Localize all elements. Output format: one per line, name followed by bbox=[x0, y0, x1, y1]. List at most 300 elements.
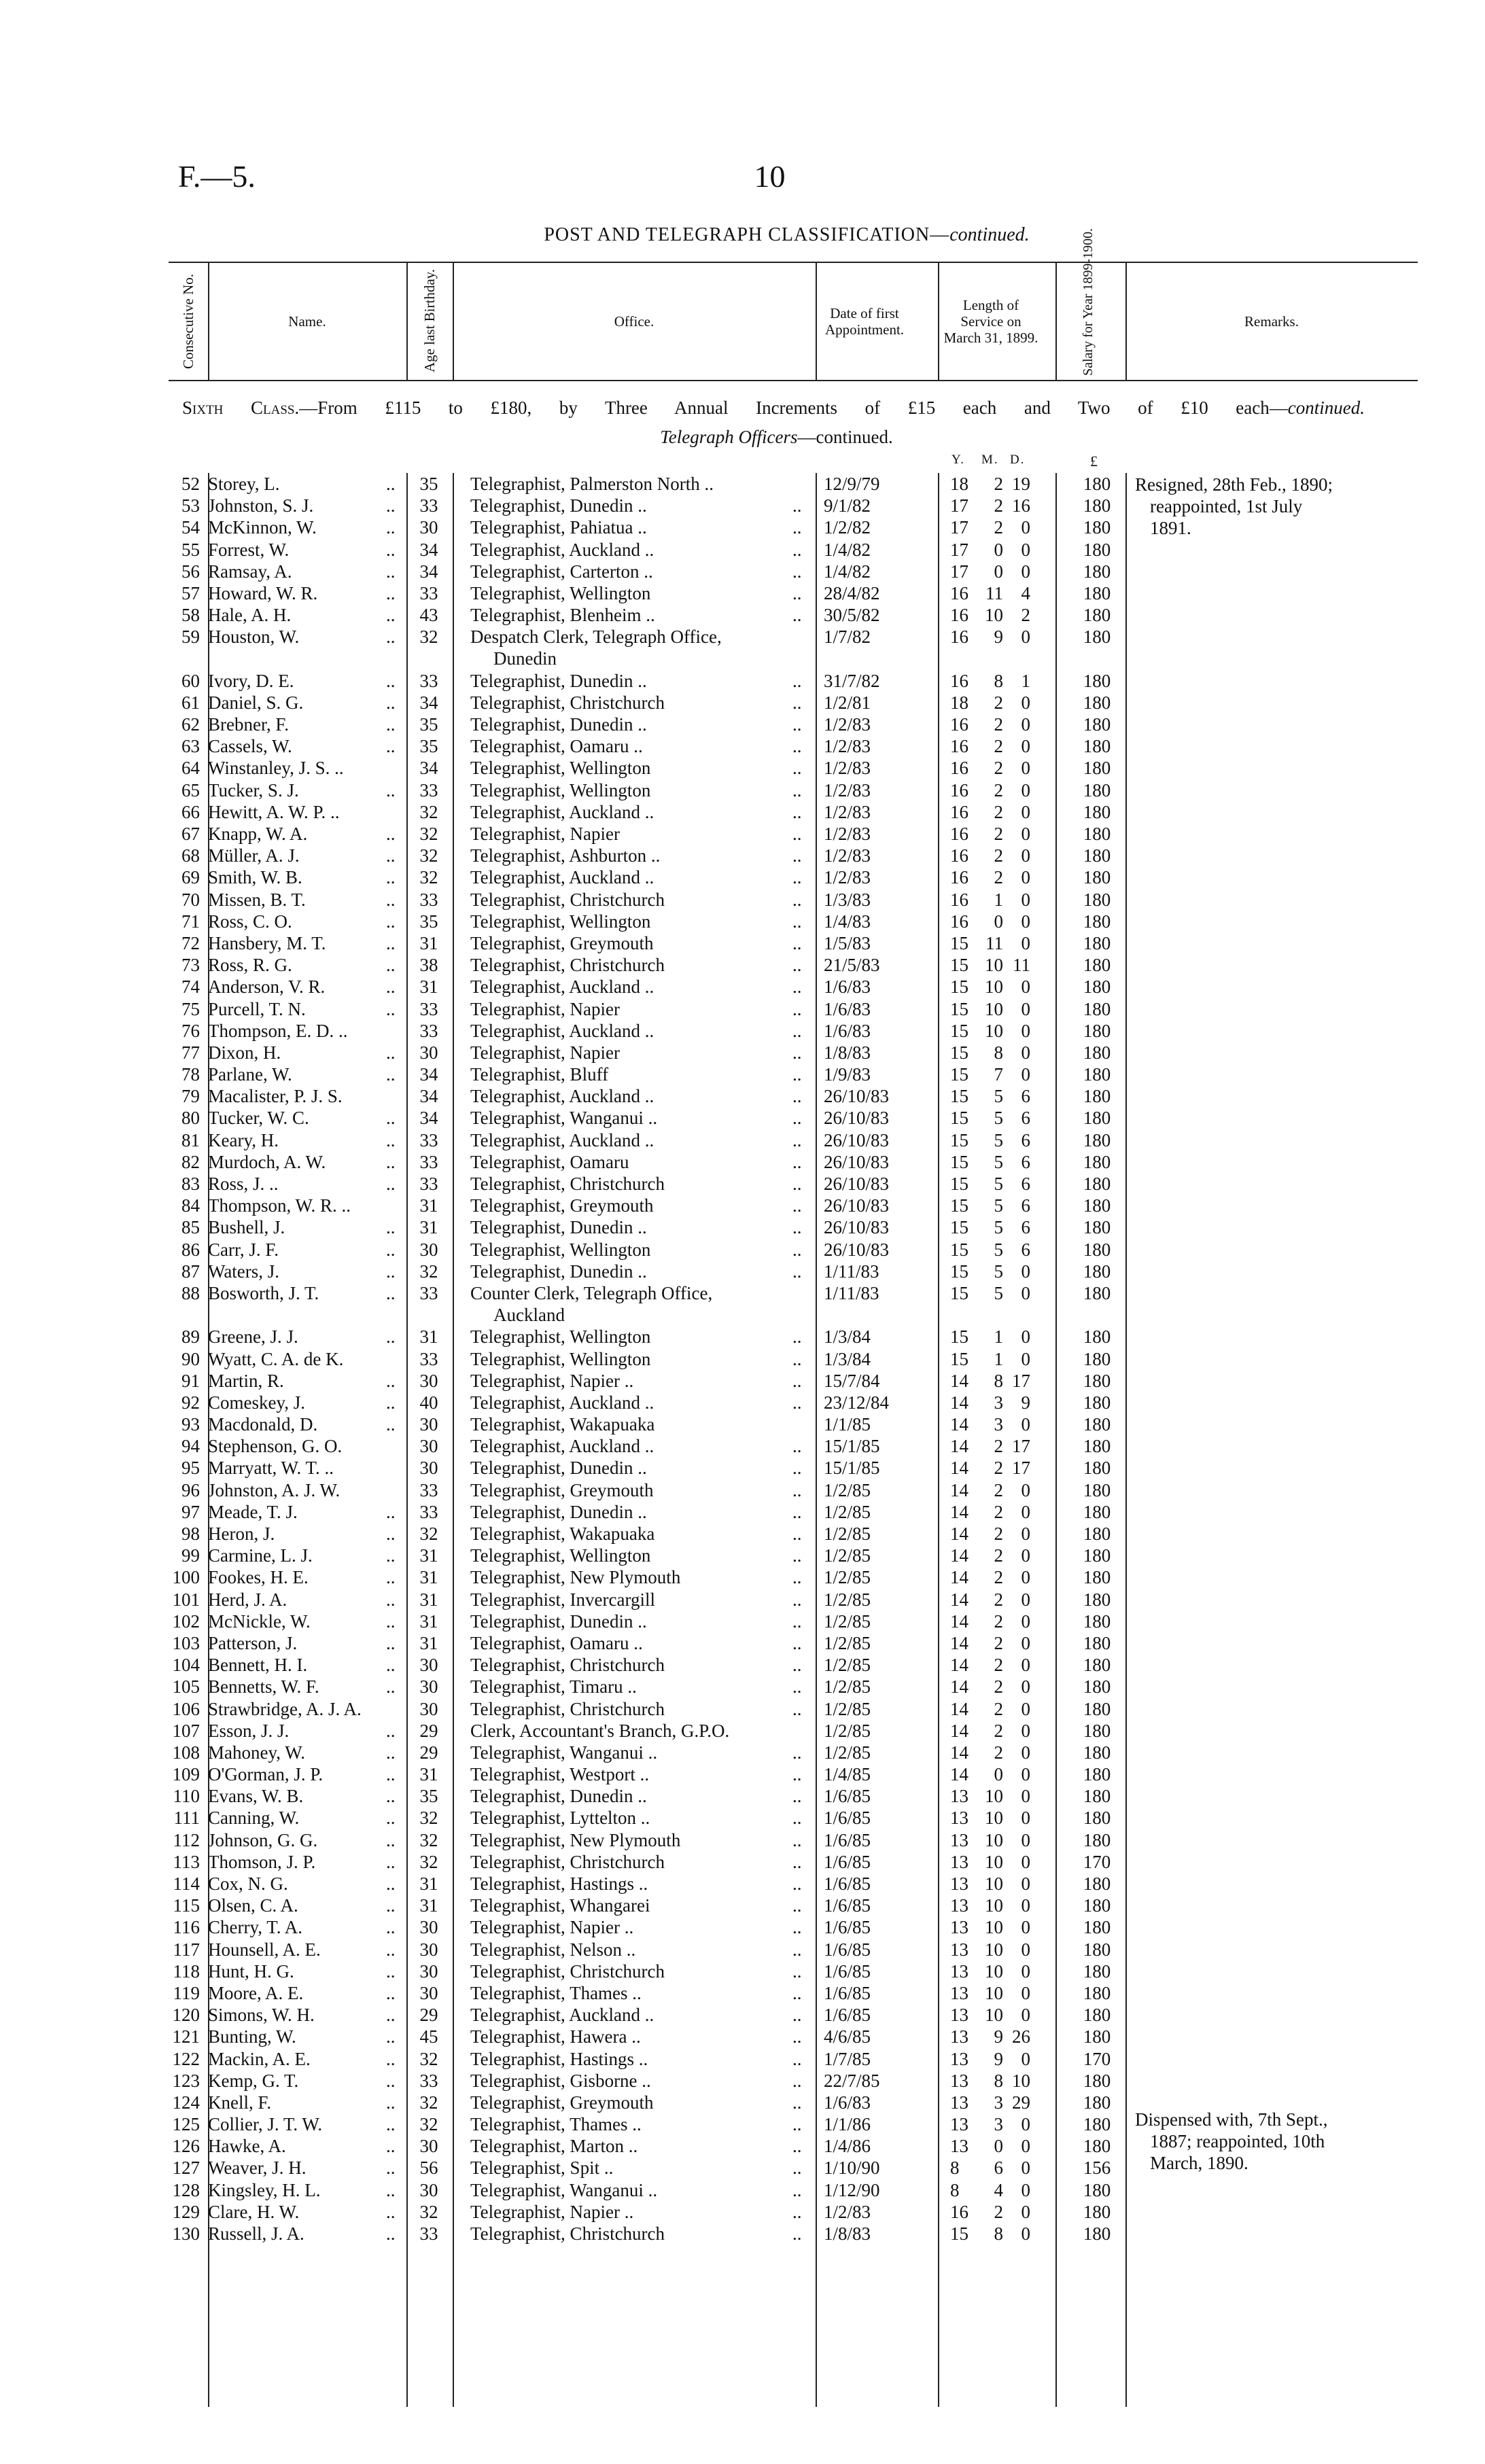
row-salary: 180 bbox=[1083, 1282, 1111, 1303]
row-months: 10 bbox=[985, 1020, 1003, 1041]
row-days: 0 bbox=[1021, 1960, 1030, 1982]
table-row bbox=[169, 845, 1418, 866]
row-name-dots: .. bbox=[386, 582, 396, 603]
row-age: 32 bbox=[419, 2048, 438, 2069]
row-years: 17 bbox=[950, 561, 968, 582]
row-days: 0 bbox=[1021, 758, 1030, 779]
row-salary: 180 bbox=[1083, 1895, 1111, 1916]
table-row bbox=[169, 2026, 1418, 2047]
row-days: 0 bbox=[1021, 932, 1030, 953]
row-days: 0 bbox=[1021, 1742, 1030, 1763]
row-date: 1/2/83 bbox=[824, 2201, 871, 2222]
row-months: 3 bbox=[994, 1392, 1003, 1413]
table-row bbox=[169, 1698, 1418, 1720]
row-name-dots: .. bbox=[386, 539, 396, 560]
header-name: Name. bbox=[288, 313, 326, 330]
row-months: 5 bbox=[994, 1108, 1003, 1129]
row-days: 17 bbox=[1012, 1436, 1030, 1457]
row-days: 0 bbox=[1021, 627, 1030, 648]
row-name: Müller, A. J. bbox=[208, 845, 300, 866]
row-salary: 180 bbox=[1083, 1808, 1111, 1829]
row-office: Telegraphist, Christchurch bbox=[470, 1698, 665, 1719]
row-days: 6 bbox=[1021, 1174, 1030, 1195]
row-age: 35 bbox=[419, 1786, 438, 1807]
row-number: 60 bbox=[181, 670, 200, 691]
row-office: Telegraphist, Wellington bbox=[470, 1326, 651, 1348]
row-name: Stephenson, G. O. bbox=[208, 1436, 343, 1457]
row-date: 1/6/85 bbox=[824, 1895, 871, 1916]
table-row bbox=[169, 670, 1418, 692]
row-office-dots: .. bbox=[792, 1108, 802, 1129]
row-years: 13 bbox=[950, 2070, 968, 2091]
row-office: Telegraphist, Napier bbox=[470, 824, 621, 845]
table-row bbox=[169, 2179, 1418, 2201]
row-office-dots: .. bbox=[792, 2026, 802, 2047]
row-name: Houston, W. bbox=[208, 627, 300, 648]
row-days: 6 bbox=[1021, 1195, 1030, 1216]
row-months: 2 bbox=[994, 1655, 1003, 1676]
table-row bbox=[169, 1085, 1418, 1107]
row-months: 5 bbox=[994, 1174, 1003, 1195]
row-office-dots: .. bbox=[792, 561, 802, 582]
row-salary: 180 bbox=[1083, 955, 1111, 976]
row-months: 2 bbox=[994, 1524, 1003, 1545]
row-age: 34 bbox=[419, 758, 438, 779]
row-salary: 180 bbox=[1083, 714, 1111, 735]
row-salary: 180 bbox=[1083, 1611, 1111, 1632]
row-years: 16 bbox=[950, 670, 968, 691]
row-office-dots: .. bbox=[792, 1917, 802, 1938]
row-name: Ross, J. .. bbox=[208, 1174, 279, 1195]
row-number: 74 bbox=[181, 976, 200, 998]
row-salary: 180 bbox=[1083, 1458, 1111, 1479]
table-row bbox=[169, 2070, 1418, 2092]
row-number: 80 bbox=[181, 1108, 200, 1129]
row-number: 120 bbox=[172, 2005, 200, 2026]
row-years: 13 bbox=[950, 1895, 968, 1916]
row-days: 0 bbox=[1021, 911, 1030, 932]
row-office-dots: .. bbox=[792, 2136, 802, 2157]
row-name: Smith, W. B. bbox=[208, 867, 302, 888]
row-name-dots: .. bbox=[386, 1567, 396, 1588]
row-name-dots: .. bbox=[386, 1174, 396, 1195]
row-name-dots: .. bbox=[386, 955, 396, 976]
row-salary: 180 bbox=[1083, 911, 1111, 932]
row-months: 0 bbox=[994, 561, 1003, 582]
row-years: 14 bbox=[950, 1479, 968, 1500]
row-date: 12/9/79 bbox=[824, 474, 880, 494]
row-days: 0 bbox=[1021, 2005, 1030, 2026]
row-name-dots: .. bbox=[386, 1261, 396, 1282]
row-number: 52 bbox=[181, 474, 200, 494]
table-row bbox=[169, 779, 1418, 801]
row-salary: 180 bbox=[1083, 1960, 1111, 1982]
row-months: 0 bbox=[994, 911, 1003, 932]
row-salary: 180 bbox=[1083, 2026, 1111, 2047]
row-date: 26/10/83 bbox=[824, 1086, 890, 1107]
row-years: 14 bbox=[950, 1414, 968, 1435]
row-date: 26/10/83 bbox=[824, 1108, 890, 1129]
row-name: Thompson, E. D. .. bbox=[208, 1020, 348, 1041]
header-length: Length of Service on March 31, 1899. bbox=[943, 297, 1038, 346]
row-name-dots: .. bbox=[386, 1982, 396, 2003]
row-date: 1/2/83 bbox=[824, 867, 871, 888]
row-date: 15/7/84 bbox=[824, 1370, 880, 1391]
row-age: 32 bbox=[419, 801, 438, 822]
row-months: 1 bbox=[994, 889, 1003, 910]
row-age: 43 bbox=[419, 605, 438, 626]
row-name: Hansbery, M. T. bbox=[208, 932, 326, 953]
row-name-dots: .. bbox=[386, 1282, 396, 1303]
row-days: 0 bbox=[1021, 714, 1030, 735]
row-number: 92 bbox=[181, 1392, 200, 1413]
row-number: 88 bbox=[181, 1282, 200, 1303]
row-number: 117 bbox=[173, 1939, 200, 1960]
row-office: Telegraphist, Dunedin .. bbox=[470, 1458, 647, 1479]
row-age: 29 bbox=[419, 1720, 438, 1741]
row-salary: 180 bbox=[1083, 1655, 1111, 1676]
row-office: Despatch Clerk, Telegraph Office, bbox=[470, 627, 722, 648]
row-months: 10 bbox=[985, 605, 1003, 626]
row-date: 1/1/85 bbox=[824, 1414, 871, 1435]
row-office-dots: .. bbox=[792, 1786, 802, 1807]
row-name: Greene, J. J. bbox=[208, 1326, 298, 1348]
table-row bbox=[169, 801, 1418, 823]
table-row bbox=[169, 1042, 1418, 1063]
row-months: 2 bbox=[994, 714, 1003, 735]
row-months: 2 bbox=[994, 1501, 1003, 1522]
row-age: 32 bbox=[419, 845, 438, 866]
row-days: 17 bbox=[1012, 1370, 1030, 1391]
row-days: 0 bbox=[1021, 1020, 1030, 1041]
row-years: 15 bbox=[950, 1064, 968, 1085]
row-age: 32 bbox=[419, 1829, 438, 1850]
row-office-dots: .. bbox=[792, 1829, 802, 1850]
row-salary: 180 bbox=[1083, 932, 1111, 953]
row-age: 31 bbox=[419, 976, 438, 998]
row-office: Telegraphist, Auckland .. bbox=[470, 539, 654, 560]
row-months: 5 bbox=[994, 1217, 1003, 1238]
table-row bbox=[169, 1611, 1418, 1632]
row-name-dots: .. bbox=[386, 1960, 396, 1982]
title-continued: continued. bbox=[949, 224, 1030, 245]
row-years: 16 bbox=[950, 867, 968, 888]
row-name: Thompson, W. R. .. bbox=[208, 1195, 351, 1216]
row-years: 15 bbox=[950, 932, 968, 953]
row-office-dots: .. bbox=[792, 1567, 802, 1588]
row-office: Telegraphist, Hastings .. bbox=[470, 1873, 648, 1895]
row-name-dots: .. bbox=[386, 2114, 396, 2135]
row-office-dots: .. bbox=[792, 1174, 802, 1195]
row-age: 30 bbox=[419, 1939, 438, 1960]
row-office: Telegraphist, Christchurch bbox=[470, 1960, 665, 1982]
row-months: 10 bbox=[985, 1939, 1003, 1960]
row-office-dots: .. bbox=[792, 1458, 802, 1479]
row-office-dots: .. bbox=[792, 1611, 802, 1632]
row-office: Telegraphist, Pahiatua .. bbox=[470, 517, 647, 538]
row-office: Telegraphist, Auckland .. bbox=[470, 2005, 654, 2026]
table-row bbox=[169, 1939, 1418, 1960]
row-date: 1/6/85 bbox=[824, 1786, 871, 1807]
row-age: 33 bbox=[419, 998, 438, 1019]
row-date: 30/5/82 bbox=[824, 605, 880, 626]
row-name: Macdonald, D. bbox=[208, 1414, 318, 1435]
row-months: 10 bbox=[985, 1917, 1003, 1938]
table-row bbox=[169, 1916, 1418, 1938]
table-row bbox=[169, 1457, 1418, 1479]
row-age: 33 bbox=[419, 1020, 438, 1041]
row-age: 30 bbox=[419, 1698, 438, 1719]
row-number: 83 bbox=[181, 1174, 200, 1195]
row-office-dots: .. bbox=[792, 1129, 802, 1150]
row-years: 13 bbox=[950, 2092, 968, 2113]
row-months: 0 bbox=[994, 2136, 1003, 2157]
row-years: 15 bbox=[950, 1042, 968, 1063]
row-office-dots: .. bbox=[792, 2092, 802, 2113]
row-date: 1/12/90 bbox=[824, 2179, 880, 2200]
row-months: 10 bbox=[985, 955, 1003, 976]
row-date: 1/2/83 bbox=[824, 758, 871, 779]
row-office: Telegraphist, Napier .. bbox=[470, 1917, 634, 1938]
row-salary: 180 bbox=[1083, 1086, 1111, 1107]
row-name: Hounsell, A. E. bbox=[208, 1939, 321, 1960]
row-age: 45 bbox=[419, 2026, 438, 2047]
row-days: 0 bbox=[1021, 1042, 1030, 1063]
row-name-dots: .. bbox=[386, 824, 396, 845]
table-row bbox=[169, 2004, 1418, 2026]
row-years: 16 bbox=[950, 889, 968, 910]
row-salary: 180 bbox=[1083, 1020, 1111, 1041]
row-name: Purcell, T. N. bbox=[208, 998, 306, 1019]
row-number: 57 bbox=[181, 582, 200, 603]
row-years: 15 bbox=[950, 1326, 968, 1348]
row-name-dots: .. bbox=[386, 1742, 396, 1763]
row-years: 13 bbox=[950, 2026, 968, 2047]
row-age: 33 bbox=[419, 670, 438, 691]
row-months: 9 bbox=[994, 2026, 1003, 2047]
row-number: 99 bbox=[181, 1545, 200, 1566]
table-row bbox=[169, 1063, 1418, 1085]
row-number: 68 bbox=[181, 845, 200, 866]
row-name-dots: .. bbox=[386, 2005, 396, 2026]
row-days: 29 bbox=[1012, 2092, 1030, 2113]
table-row bbox=[169, 1523, 1418, 1545]
row-number: 72 bbox=[181, 932, 200, 953]
table-row bbox=[169, 2223, 1418, 2245]
row-date: 1/2/85 bbox=[824, 1742, 871, 1763]
row-office-dots: .. bbox=[792, 1524, 802, 1545]
row-years: 15 bbox=[950, 1195, 968, 1216]
row-date: 1/11/83 bbox=[824, 1261, 879, 1282]
row-days: 0 bbox=[1021, 539, 1030, 560]
row-salary: 180 bbox=[1083, 1392, 1111, 1413]
row-office: Telegraphist, Napier bbox=[470, 1042, 621, 1063]
row-name: Cox, N. G. bbox=[208, 1873, 288, 1895]
row-date: 1/6/85 bbox=[824, 1808, 871, 1829]
row-months: 3 bbox=[994, 2092, 1003, 2113]
row-days: 0 bbox=[1021, 1064, 1030, 1085]
row-name-dots: .. bbox=[386, 1917, 396, 1938]
table-row bbox=[169, 1107, 1418, 1129]
row-name: Bushell, J. bbox=[208, 1217, 285, 1238]
row-years: 14 bbox=[950, 1436, 968, 1457]
row-years: 14 bbox=[950, 1655, 968, 1676]
row-days: 19 bbox=[1012, 474, 1030, 494]
row-name-dots: .. bbox=[386, 1632, 396, 1653]
row-name-dots: .. bbox=[386, 2026, 396, 2047]
table-row bbox=[169, 1239, 1418, 1261]
row-office-dots: .. bbox=[792, 1676, 802, 1697]
row-office-dots: .. bbox=[792, 889, 802, 910]
row-age: 31 bbox=[419, 1567, 438, 1588]
row-years: 13 bbox=[950, 1939, 968, 1960]
row-name: Tucker, W. C. bbox=[208, 1108, 309, 1129]
row-date: 1/2/85 bbox=[824, 1655, 871, 1676]
row-age: 31 bbox=[419, 1764, 438, 1785]
row-office-dots: .. bbox=[792, 867, 802, 888]
row-name: Bennetts, W. F. bbox=[208, 1676, 319, 1697]
row-days: 0 bbox=[1021, 801, 1030, 822]
row-salary: 170 bbox=[1083, 2048, 1111, 2069]
table-row bbox=[169, 1326, 1418, 1348]
row-number: 112 bbox=[173, 1829, 200, 1850]
row-years: 13 bbox=[950, 1873, 968, 1895]
table-row bbox=[169, 1654, 1418, 1676]
remark-line: Dispensed with, 7th Sept., bbox=[1135, 2109, 1328, 2130]
row-months: 2 bbox=[994, 1589, 1003, 1610]
row-years: 13 bbox=[950, 1917, 968, 1938]
row-years: 17 bbox=[950, 517, 968, 538]
row-age: 31 bbox=[419, 1589, 438, 1610]
sub-heading-label: Telegraph Officers bbox=[660, 427, 798, 447]
row-name-dots: .. bbox=[386, 1611, 396, 1632]
row-months: 2 bbox=[994, 758, 1003, 779]
row-name-dots: .. bbox=[386, 2070, 396, 2091]
row-office-dots: .. bbox=[792, 1655, 802, 1676]
row-name-dots: .. bbox=[386, 1655, 396, 1676]
row-date: 1/2/83 bbox=[824, 824, 871, 845]
row-name-dots: .. bbox=[386, 1501, 396, 1522]
row-number: 76 bbox=[181, 1020, 200, 1041]
row-date: 1/2/83 bbox=[824, 736, 871, 757]
row-name-dots: .. bbox=[386, 1414, 396, 1435]
row-office: Telegraphist, Wellington bbox=[470, 582, 651, 603]
row-name-dots: .. bbox=[386, 1042, 396, 1063]
row-salary: 180 bbox=[1083, 867, 1111, 888]
row-date: 1/6/85 bbox=[824, 1829, 871, 1850]
table-row bbox=[169, 823, 1418, 845]
row-office-dots: .. bbox=[792, 1042, 802, 1063]
row-salary: 180 bbox=[1083, 1129, 1111, 1150]
row-months: 2 bbox=[994, 1436, 1003, 1457]
row-name: Fookes, H. E. bbox=[208, 1567, 309, 1588]
row-months: 11 bbox=[985, 932, 1003, 953]
row-months: 10 bbox=[985, 1829, 1003, 1850]
row-office-line2: Dunedin bbox=[493, 648, 557, 669]
row-years: 15 bbox=[950, 1129, 968, 1150]
row-date: 1/2/83 bbox=[824, 779, 871, 800]
row-years: 13 bbox=[950, 2136, 968, 2157]
row-years: 15 bbox=[950, 1151, 968, 1172]
row-months: 10 bbox=[985, 1851, 1003, 1872]
row-date: 9/1/82 bbox=[824, 495, 871, 516]
row-office: Telegraphist, Gisborne .. bbox=[470, 2070, 651, 2091]
row-salary: 180 bbox=[1083, 998, 1111, 1019]
row-age: 56 bbox=[419, 2158, 438, 2179]
row-number: 96 bbox=[181, 1479, 200, 1500]
row-years: 16 bbox=[950, 2201, 968, 2222]
row-months: 2 bbox=[994, 1742, 1003, 1763]
row-number: 81 bbox=[181, 1129, 200, 1150]
row-days: 0 bbox=[1021, 976, 1030, 998]
row-months: 2 bbox=[994, 845, 1003, 866]
row-number: 55 bbox=[181, 539, 200, 560]
row-months: 0 bbox=[994, 539, 1003, 560]
row-name: Parlane, W. bbox=[208, 1064, 292, 1085]
row-years: 16 bbox=[950, 824, 968, 845]
row-date: 1/2/85 bbox=[824, 1545, 871, 1566]
row-office-dots: .. bbox=[792, 779, 802, 800]
row-date: 15/1/85 bbox=[824, 1436, 880, 1457]
row-name: Carmine, L. J. bbox=[208, 1545, 313, 1566]
row-office-dots: .. bbox=[792, 1326, 802, 1348]
row-days: 0 bbox=[1021, 1524, 1030, 1545]
row-office: Telegraphist, Wakapuaka bbox=[470, 1524, 655, 1545]
row-name-dots: .. bbox=[386, 2092, 396, 2113]
row-years: 15 bbox=[950, 1086, 968, 1107]
row-office-dots: .. bbox=[792, 605, 802, 626]
row-months: 2 bbox=[994, 1611, 1003, 1632]
row-age: 30 bbox=[419, 1458, 438, 1479]
row-office: Telegraphist, Auckland .. bbox=[470, 1086, 654, 1107]
row-name-dots: .. bbox=[386, 670, 396, 691]
row-office: Telegraphist, Blenheim .. bbox=[470, 605, 655, 626]
row-salary: 180 bbox=[1083, 1174, 1111, 1195]
row-office: Telegraphist, Greymouth bbox=[470, 1479, 654, 1500]
row-office: Telegraphist, Dunedin .. bbox=[470, 1261, 647, 1282]
remark-line: 1891. bbox=[1150, 518, 1191, 538]
table-row bbox=[169, 1261, 1418, 1282]
row-name-dots: .. bbox=[386, 2136, 396, 2157]
row-months: 2 bbox=[994, 1720, 1003, 1741]
row-office: Telegraphist, Napier bbox=[470, 998, 621, 1019]
row-years: 14 bbox=[950, 1676, 968, 1697]
row-salary: 180 bbox=[1083, 1589, 1111, 1610]
row-age: 34 bbox=[419, 1086, 438, 1107]
row-office: Telegraphist, Palmerston North .. bbox=[470, 474, 714, 494]
row-salary: 180 bbox=[1083, 1479, 1111, 1500]
row-age: 38 bbox=[419, 955, 438, 976]
row-years: 13 bbox=[950, 1808, 968, 1829]
table-row bbox=[169, 889, 1418, 911]
table-row bbox=[169, 735, 1418, 757]
row-days: 6 bbox=[1021, 1217, 1030, 1238]
row-days: 1 bbox=[1021, 670, 1030, 691]
row-age: 29 bbox=[419, 1742, 438, 1763]
row-years: 17 bbox=[950, 495, 968, 516]
row-name: Bennett, H. I. bbox=[208, 1655, 308, 1676]
row-office: Telegraphist, Dunedin .. bbox=[470, 495, 647, 516]
row-date: 1/9/83 bbox=[824, 1064, 871, 1085]
row-number: 114 bbox=[173, 1873, 200, 1895]
row-age: 30 bbox=[419, 1239, 438, 1260]
row-number: 102 bbox=[172, 1611, 200, 1632]
row-office-dots: .. bbox=[792, 1939, 802, 1960]
row-days: 0 bbox=[1021, 1326, 1030, 1348]
row-name: Collier, J. T. W. bbox=[208, 2114, 323, 2135]
row-office: Counter Clerk, Telegraph Office, bbox=[470, 1282, 713, 1303]
row-name-dots: .. bbox=[386, 1589, 396, 1610]
